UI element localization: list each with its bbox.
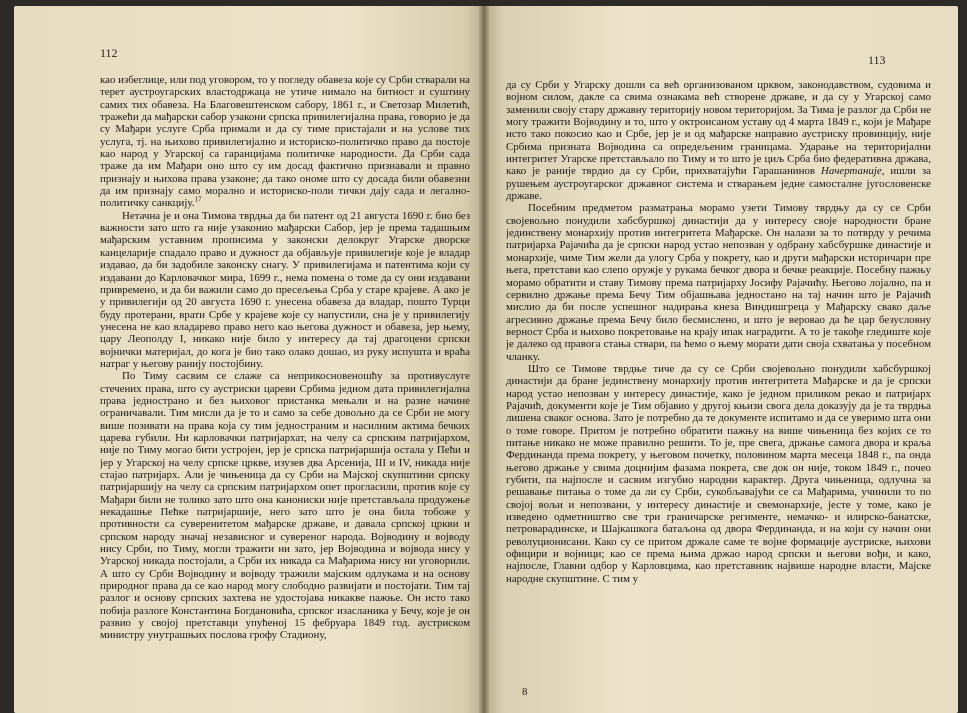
page-number-right: 113 [868, 53, 886, 67]
left-page [14, 6, 484, 713]
right-page-text [506, 79, 931, 654]
paragraph [100, 74, 470, 210]
italic-title: Начертаније [821, 165, 882, 178]
paragraph [506, 79, 931, 202]
left-page-text [100, 74, 470, 704]
paragraph-text-tail: , ишли за рушењем аустроугарског државног система и стварањем једне самосталне југословенске државе. [506, 165, 931, 203]
footnote-ref: 17 [194, 195, 202, 204]
paragraph: Посебним предметом разматрања морамо узети Тимову тврдњу да су се Срби својевољно понудили хабсбуршкој династији да у интересу своје народности бране јединствену монархију против интегритета Мађарске. Он налази за то потврду у речима патријарха Рајачића да је српски народ устао непозван у одбрану хабсбуршке династије и монархије, чиме Тим жели да улогу Срба у покрету, као и други мађарски историчари пре њега, претстави као слепо оружје у рукама бечког двора и бечке реакције. Посебну пажњу морамо обратити и ставу Тимову према патријарху Јосифу Рајачићу. Његово лојално, па и сервилно држање према Бечу Тим објашњава једностано на тај начин што је Рајачић мислио да би после успешног надирања кнеза Виндишгреца у Мађарску свако даље агресивно држање према Бечу било бесмислено, и што је веровао да ће цар безусловну верност Срба и њихово покретовање на крају ипак наградити. А то је такође гледиште које је далеко од правога стања ствари, па ћемо о њему морати дати своја схватања у посебном чланку. [506, 202, 931, 363]
signature-mark: 8 [522, 686, 528, 698]
book-gutter [478, 0, 490, 713]
right-page [484, 6, 958, 713]
page-number-left: 112 [100, 46, 118, 60]
paragraph-text: да су Срби у Угарску дошли са већ организованом црквом, законодавством, судовима и војном силом, дакле са свима ознакама већ створене државе, и да су у Угарској само заменили своју стару државну територију новом територијом. За Тима је разлог да Срби не могу тражити Војводину и то, што у октроисаном уставу од 4 марта 1849 г., који је Мађаре исто тако покосио као и Србе, јер је и од мађарске направио аустриску провинцију, није Србима призната Војводина са опредељеним границама. Ударање на територијални интегритет Угарске претстављало по Тиму и то што је циљ Срба био федеративна држава, како је раније тврдио да су Срби, прихватајући Гарашанинов [506, 79, 931, 178]
paragraph: Што се Тимове тврдње тиче да су се Срби својевољно понудили хабсбуршкој династији да бране јединствену монархију против интегритета Мађарске и да је српски народ устао непозван у интересу династије, како је једном приликом рекао и патријарх Рајачић, документи које је Тим објавио у другој књизи свога дела доказују да је та тврдња лишена сваког основа. Зато је потребно да те документе испитамо и да се уверимо шта они о томе говоре. Притом је потребно обратити пажњу на више чињеница без којих се то питање никако не може правилно решити. То је, пре свега, држање самога двора и краља Фердинанда према покрету, у његовом почетку, половином марта месеца 1848 г., па онда његово држање у свима доцнијим фазама покрета, све док он није, током 1849 г., почео губити, па најпосле и сасвим изгубио народни карактер. Друга чињеница, одлучна за решавање питања о томе да ли су Срби, сукобљавајући се са Мађарима, учинили то по својој вољи и непозвани, у интересу династије и свемонархије, јесте у томе, како је изведено одметништво све три граничарске регименте, немачко- и илирско-банатске, петроварадинске, и Шајкашкога батаљона од двора Фердинанда, и на који су начин они револуционисани. Како су се притом држале саме те војне формације аустриске, њихови официри и војници; као се према њима држао народ српски и његови вођи, и како, најпосле, Главни одбор у Карловцима, као претставник највише народне власти, Мајске народне скупштине. С тим у [506, 362, 931, 585]
paragraph-text: као избеглице, или под уговором, то у погледу обавеза које су Срби стварали на терет аустроугарских властодржаца не утиче нимало на битност и суштину самих тих обавеза. На Благовештенском сабору, 1861 г., и Светозар Милетић, тражећи да мађарски сабор узакони српска привилегијална права, говорио је да су Мађари услуге Срба примали и да су тиме пристајали и на услове тих услуга, тј. на њихово привилегијално и историско-политичко право да постоје као народ у Угарској са гаранцијама политичке народности. Да Срби сада траже да им Мађари оно што су им досад фактично признавали и правно признају и њихова права узаконе; да тако ономе што су досада били обавезни да им признају само морално и историско-поли тички дају сада и легално-политичку санкцију. [100, 74, 470, 210]
paragraph: Нетачна је и она Тимова тврдња да би патент од 21 августа 1690 г. био без важности зато што га није узаконио мађарски Сабор, јер је према тадашњим мађарским уставним прописима у законски делокруг Угарске дворске канцеларије спадало право и дужност да објављује привилегије које је владар издавао, да би задобиле законску снагу. У привилегијама и патентима који су издавани до Карловачког мира, 1699 г., нема помена о томе да су они издавани привремено, и да би важили само до пресељења Срба у старе крајеве. А ако је у привилегији од 20 августа 1690 г. унесена обавеза да владар, пошто Турци буду протерани, врати Србе у крајеве које су напустили, сна је у привилегију унесена не као владарево право него као његова дужност и обавеза, јер њему, цару Леополду I, никако није било у интересу да тај драгоцени српски војнички материјал, до кога је био тако олако дошао, из руку испушта и враћа натраг у његову ранију постојбину. [100, 209, 470, 370]
paragraph: По Тиму сасвим се слаже са неприкосновеношћу за противуслуге стечених права, што су аустриски цареви Србима једном дата привилегијална права једнострано и без њиховог пристанка мењали и на разне начине ограничавали. Тим мисли да је то и само за себе довољно да се Срби не могу више позивати на права која су тим једностраним и насилним актима бечких царева губили. Ни карловачки патријархат, на челу са српским патријархом, није по Тиму могао бити устројен, јер је српска патријаршија остала у Пећи и јер у Угарској на челу српске цркве, изузев два Арсенија, III и IV, никада није стајао патријарх. Али је чињеница да су Срби на Мајској скупштини српску патријаршију на челу са српским патријархом опет прогласили, против које су Мађари били не толико зато што она канониски није претстављала продужење некадашње Пећке патријаршије, него зато што је она била тобоже у противности са суверенитетом мађарске државе, и давала српској цркви и српском народу значај независног и сувереног народа. Војводину и војводу нису Срби, по Тиму, могли тражити ни зато, јер Војводина и војвода нису у Угарској никада постојали, а Срби их никада са Мађарима нису ни уговорили. А што су Срби Војводину и војводу тражили мајским одлукама и на основу природног права да се као народ могу слободно развијати и постојати. Тим тај разлог и основу српских захтева не удостојава никакве пажње. Он исто тако побија разлоге Константина Богдановића, српског изасланика у Бечу, које је он развио у својој претставци упућеној 15 фебруара 1849 год. аустриском министру унутрашњих послова грофу Стадиону, [100, 370, 470, 642]
